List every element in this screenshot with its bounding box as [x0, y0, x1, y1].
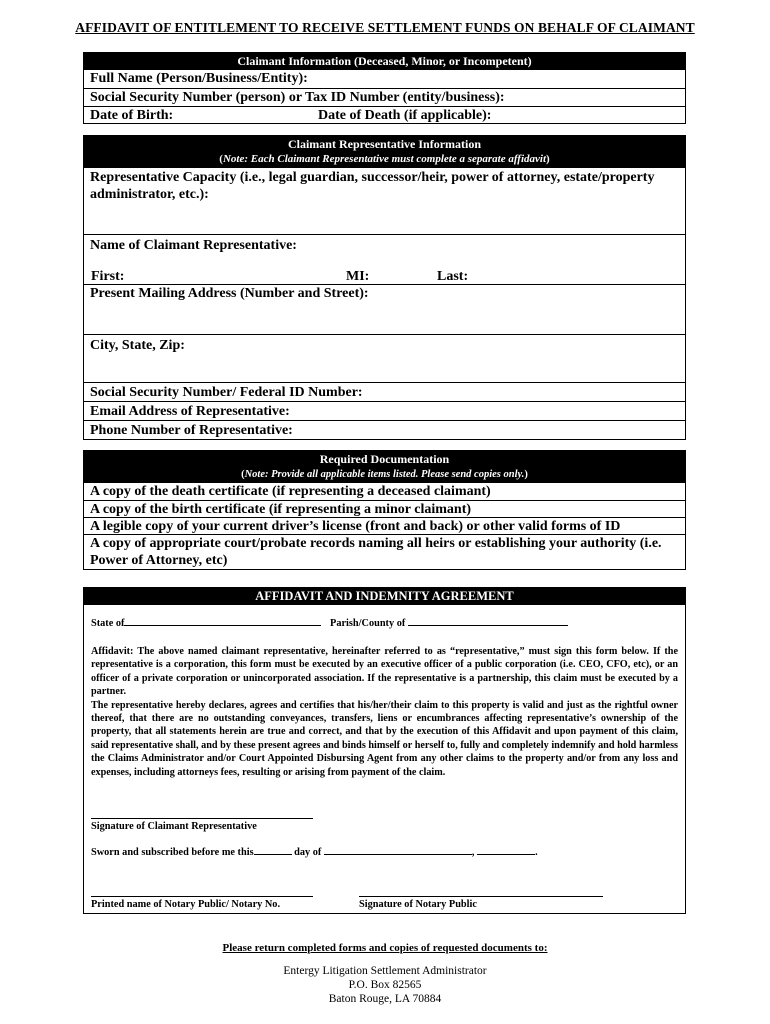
- return-address-line-2: P.O. Box 82565: [348, 979, 422, 991]
- documentation-header-title: Required Documentation: [319, 452, 450, 466]
- representative-header-title: Claimant Representative Information: [287, 137, 482, 151]
- email-label: Email Address of Representative:: [90, 404, 290, 419]
- representative-header-note: (Note: Each Claimant Representative must complete a separate affidavit): [219, 153, 550, 165]
- phone-field[interactable]: [84, 420, 685, 439]
- documentation-header: [84, 451, 685, 483]
- first-name-field[interactable]: First:: [91, 269, 125, 284]
- affidavit-header: AFFIDAVIT AND INDEMNITY AGREEMENT: [84, 588, 685, 605]
- representative-info-header: [84, 136, 685, 168]
- document-item: A legible copy of your current driver’s license (front and back) or other valid forms of ID: [84, 517, 685, 534]
- representative-ssn-label: Social Security Number/ Federal ID Number:: [90, 385, 363, 400]
- mailing-address-field[interactable]: [84, 284, 685, 334]
- return-address-line-3: Baton Rouge, LA 70884: [328, 993, 442, 1005]
- affidavit-paragraph-1: Affidavit: The above named claimant representative, hereinafter referred to as “representative,” must sign this form below. If the representative is a corporation, this form must be executed by an executive officer of a public corporation (i.e. CEO, CFO, etc), or an officer of a private corporation or unincorporated association. If the representative is a partnership, this claim must be executed by a partner.: [91, 646, 678, 698]
- return-address-line-1: Entergy Litigation Settlement Administrator: [283, 965, 487, 977]
- claimant-ssn-label: Social Security Number (person) or Tax ID Number (entity/business):: [90, 90, 505, 105]
- representative-name-label: Name of Claimant Representative:: [90, 238, 297, 253]
- claimant-info-header: Claimant Information (Deceased, Minor, or Incompetent): [84, 53, 685, 70]
- representative-signature-line[interactable]: [91, 818, 313, 819]
- sworn-month-input[interactable]: [324, 854, 472, 855]
- dates-row: [84, 106, 685, 123]
- document-item: A copy of the birth certificate (if representing a minor claimant): [84, 500, 685, 517]
- state-parish-row: [91, 618, 678, 629]
- claimant-info-section: [83, 52, 686, 124]
- email-field[interactable]: [84, 401, 685, 420]
- return-instruction: Please return completed forms and copies of requested documents to:: [222, 942, 548, 954]
- form-title: AFFIDAVIT OF ENTITLEMENT TO RECEIVE SETTLEMENT FUNDS ON BEHALF OF CLAIMANT: [75, 20, 695, 35]
- sworn-day-input[interactable]: [254, 854, 292, 855]
- representative-ssn-field[interactable]: [84, 382, 685, 401]
- representative-capacity-field[interactable]: [84, 168, 685, 234]
- representative-capacity-label: Representative Capacity (i.e., legal guardian, successor/heir, power of attorney, estate/property administrator, etc.):: [90, 170, 655, 202]
- parish-label: Parish/County of: [330, 618, 406, 629]
- dob-field[interactable]: Date of Birth:: [90, 108, 174, 123]
- document-item: A copy of appropriate court/probate records naming all heirs or establishing your authority (i.e. Power of Attorney, etc): [84, 534, 685, 569]
- sworn-label: Sworn and subscribed before me this: [91, 847, 254, 858]
- state-label: State of: [91, 618, 125, 629]
- middle-initial-field[interactable]: MI:: [346, 269, 370, 284]
- city-state-zip-field[interactable]: [84, 334, 685, 382]
- documentation-header-note: (Note: Provide all applicable items listed. Please send copies only.): [241, 469, 528, 480]
- notary-name-line[interactable]: [91, 896, 313, 897]
- documentation-section: [83, 450, 686, 570]
- phone-label: Phone Number of Representative:: [90, 423, 293, 438]
- state-input[interactable]: [124, 625, 321, 626]
- claimant-ssn-field[interactable]: [84, 88, 685, 106]
- sworn-row: Sworn and subscribed before me this day of , .: [91, 847, 538, 858]
- document-item: A copy of the death certificate (if representing a deceased claimant): [90, 484, 491, 499]
- city-state-zip-label: City, State, Zip:: [90, 338, 185, 353]
- notary-signature-label: Signature of Notary Public: [359, 899, 477, 910]
- mailing-address-label: Present Mailing Address (Number and Street):: [90, 286, 369, 301]
- representative-info-section: [83, 135, 686, 440]
- notary-name-label: Printed name of Notary Public/ Notary No.: [91, 899, 281, 910]
- full-name-label: Full Name (Person/Business/Entity):: [90, 71, 308, 86]
- full-name-field[interactable]: [84, 70, 685, 88]
- affidavit-text: [91, 645, 678, 779]
- affidavit-paragraph-2: The representative hereby declares, agrees and certifies that his/her/their claim to this property is valid and just as the rightful owner thereof, that there are no outstanding conveyances, transfers, liens or encumbrances affecting representative’s ownership of the property, that all statements herein are true and correct, and that by the execution of this Affidavit and upon payment of this claim, said representative shall, and by these present agrees and binds himself or herself to, fully and completely indemnify and hold harmless the Claims Administrator and/or Court Appointed Disbursing Agent from any other claims to the property and/or from any loss and expenses, including attorneys fees, resulting or arising from payment of the claim.: [91, 699, 678, 778]
- dod-field[interactable]: Date of Death (if applicable):: [318, 108, 492, 123]
- sworn-year-input[interactable]: [477, 854, 535, 855]
- parish-input[interactable]: [408, 625, 568, 626]
- affidavit-section: [83, 587, 686, 914]
- day-of-label: day of: [294, 847, 322, 858]
- representative-name-field: [84, 234, 685, 284]
- last-name-field[interactable]: Last:: [437, 269, 469, 284]
- representative-signature-label: Signature of Claimant Representative: [91, 821, 257, 832]
- notary-signature-line[interactable]: [359, 896, 603, 897]
